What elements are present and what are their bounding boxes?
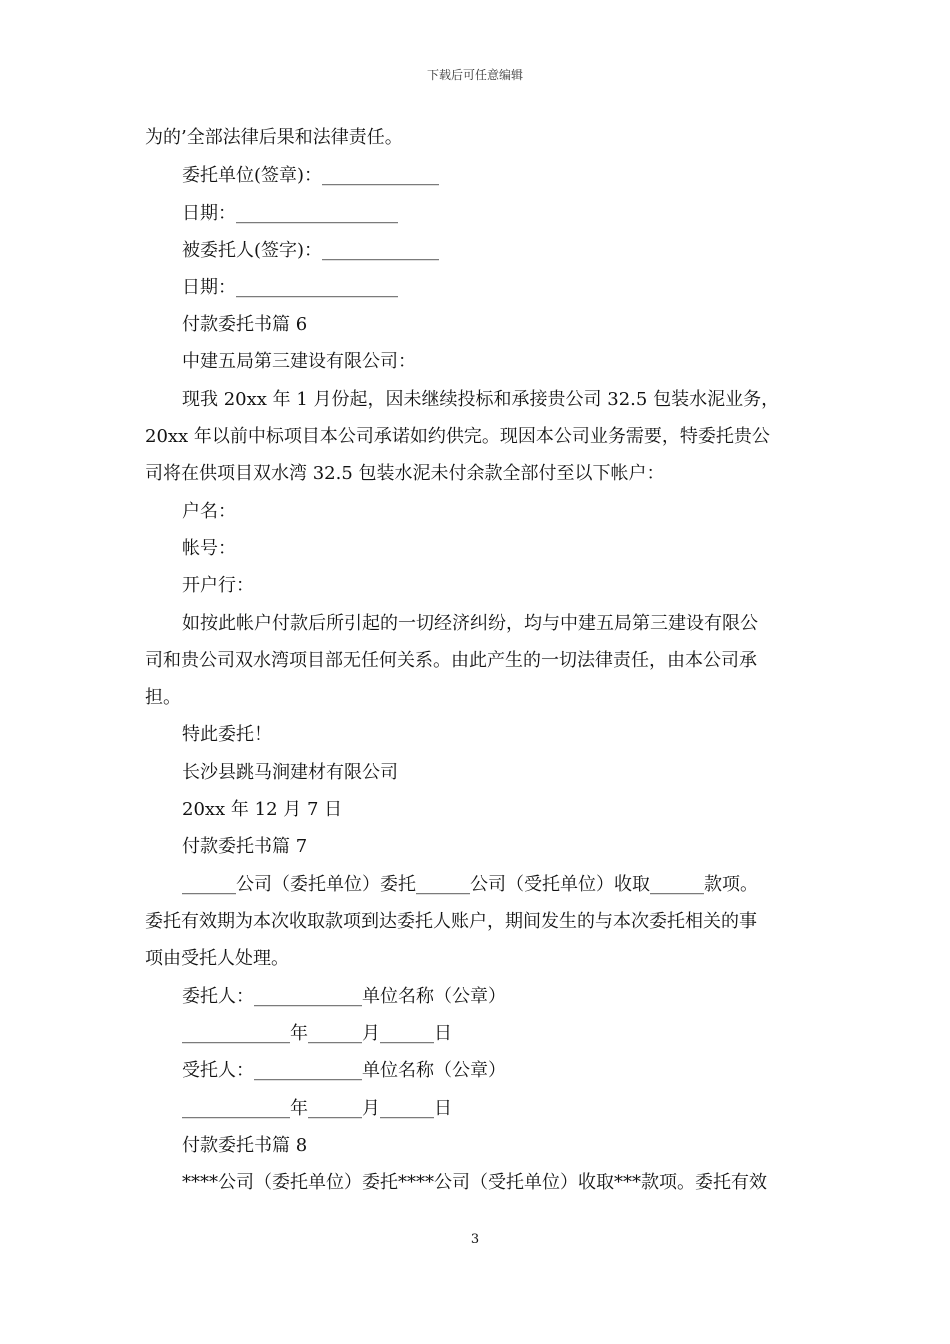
text-line: 开户行： (182, 575, 254, 596)
text-line: 日期：__________________ (182, 203, 398, 224)
text-line: ____________年______月______日 (182, 1098, 452, 1119)
text-line: 担。 (145, 687, 181, 708)
text-line: 受托人：____________单位名称（公章） (182, 1060, 506, 1081)
text-line: 委托单位(签章)：_____________ (182, 165, 440, 186)
text-line: 被委托人(签字)：_____________ (182, 240, 440, 261)
text-line: 委托有效期为本次收取款项到达委托人账户，期间发生的与本次委托相关的事 (145, 911, 757, 932)
section-title: 付款委托书篇 7 (182, 836, 308, 857)
text-line: ****公司（委托单位）委托****公司（受托单位）收取***款项。委托有效 (182, 1172, 767, 1193)
text-line: 帐号： (182, 538, 236, 559)
text-line: 如按此帐户付款后所引起的一切经济纠纷，均与中建五局第三建设有限公 (182, 613, 758, 634)
text-line: ____________年______月______日 (182, 1023, 452, 1044)
text-line: 委托人：____________单位名称（公章） (182, 986, 506, 1007)
text-line: 项由受托人处理。 (145, 948, 289, 969)
text-line: 司和贵公司双水湾项目部无任何关系。由此产生的一切法律责任，由本公司承 (145, 650, 757, 671)
text-line: 20xx 年以前中标项目本公司承诺如约供完。现因本公司业务需要，特委托贵公 (145, 426, 770, 447)
text-line: 日期：__________________ (182, 277, 398, 298)
text-line: ______公司（委托单位）委托______公司（受托单位）收取______款项。 (182, 874, 758, 895)
text-line: 20xx 年 12 月 7 日 (182, 799, 343, 820)
text-line: 特此委托！ (182, 724, 272, 745)
text-line: 现我 20xx 年 1 月份起，因未继续投标和承接贵公司 32.5 包装水泥业务， (182, 389, 780, 410)
page-number: 3 (470, 1232, 480, 1247)
text-line: 为的’全部法律后果和法律责任。 (145, 127, 403, 148)
section-title: 付款委托书篇 8 (182, 1135, 308, 1156)
text-line: 司将在供项目双水湾 32.5 包装水泥未付余款全部付至以下帐户： (145, 463, 665, 484)
page-header: 下载后可任意编辑 (426, 68, 523, 82)
text-line: 户名： (182, 501, 236, 522)
text-line: 中建五局第三建设有限公司： (182, 351, 416, 372)
section-title: 付款委托书篇 6 (182, 314, 308, 335)
text-line: 长沙县跳马涧建材有限公司 (182, 762, 398, 783)
